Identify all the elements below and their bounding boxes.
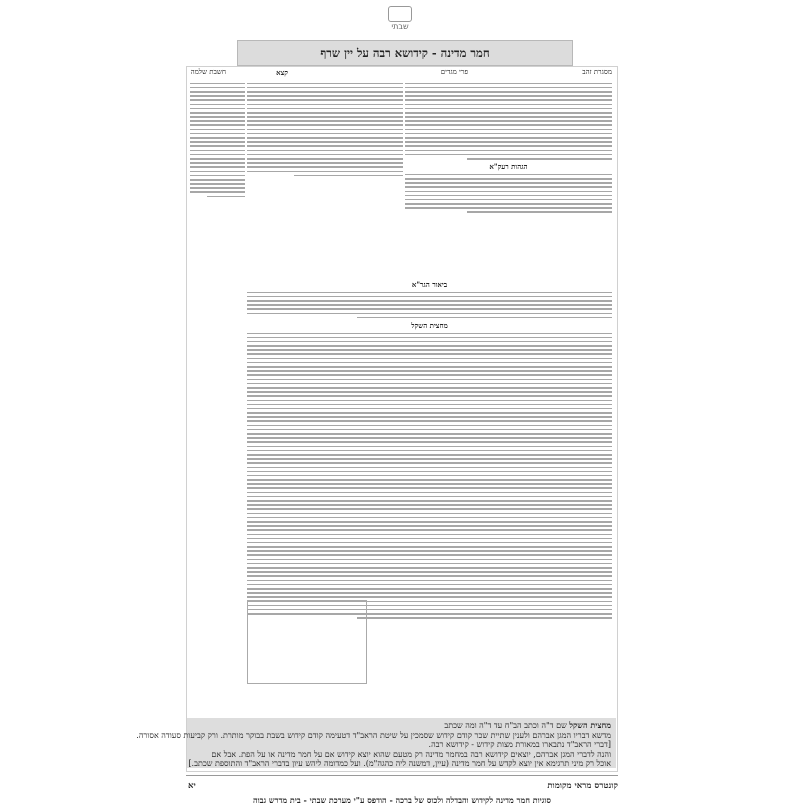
left-text-block [247,83,403,177]
page-number: יא [188,781,196,791]
logo-icon [388,6,412,22]
margin-notes-column [190,80,245,200]
column-label-margin: חשבת שלמה [190,68,226,76]
column-label-right: מסגרת זהב [582,68,612,76]
notes-panel [136,718,616,768]
notes-label: מחצית השקל [569,720,611,730]
column-label-number: קצא [276,68,288,77]
left-commentary-column [247,80,403,179]
notes-line-2: מדשא דבריו המגן אברהם ולענין שתיית שכר קודם קידוש שסמכין על שיטת הראב"ד דטעימה קודם קידוש בשבת בבוקר מותרת. ורק קביעות סעודה אסורה. [136,730,611,740]
right-text-block [405,83,612,160]
column-label-middle: פרי מגדים [440,68,468,76]
biur-text-block [247,292,612,319]
hagahot-text-block [405,174,612,213]
machatzit-heading: מחצית השקל [411,320,448,330]
highlight-box [247,600,367,684]
column-labels [186,68,618,80]
margin-text-block [190,83,245,198]
notes-line-4: והנה לדברי המגן אברהם, יוצאים קידושא רבה במחמר מדינה רק מטעם שהוא יוצא קידוש אם על חמר מדינה או על הפת. אבל אם [211,749,611,759]
hagahot-heading: הגהות רעק"א [489,162,528,172]
footer-header [186,780,618,791]
machatzit-text-block [247,333,612,619]
notes-line-1: שם ד"ה וכתב הב"ח עד ד"ה ומה שכתב [444,721,567,730]
logo-text: שבתי [391,22,409,31]
right-commentary-column [405,80,612,216]
notes-line-5: אוכל רק מיני תרגימא אין יוצא לקדש על חמר מדינה (עיין, דמשנה ליה כהגה"מ). ועל כמדומה ליהש עיון בדברי הראב"ד והתוספת שכתב.] [188,759,611,768]
main-lower-text [247,278,612,621]
biur-heading: ביאור הגר"א [411,280,448,289]
footer-title: קונטרס מראי מקומות [547,781,618,791]
publisher-logo [383,6,417,40]
footer-divider [186,775,618,776]
notes-line-3: [דברי הראב"ד נתבארו במאורת מצות קידוש - קידושא רבה. [428,740,611,749]
footer-line: סוגיות חמר מדינה לקידוש והבדלה ולכוס של ברכה - הודפס ע"י מערכת שבתי - בית מדרש גבוה [253,795,551,805]
page-title: חמר מדינה - קידושא רבה על יין שרף [237,40,573,66]
